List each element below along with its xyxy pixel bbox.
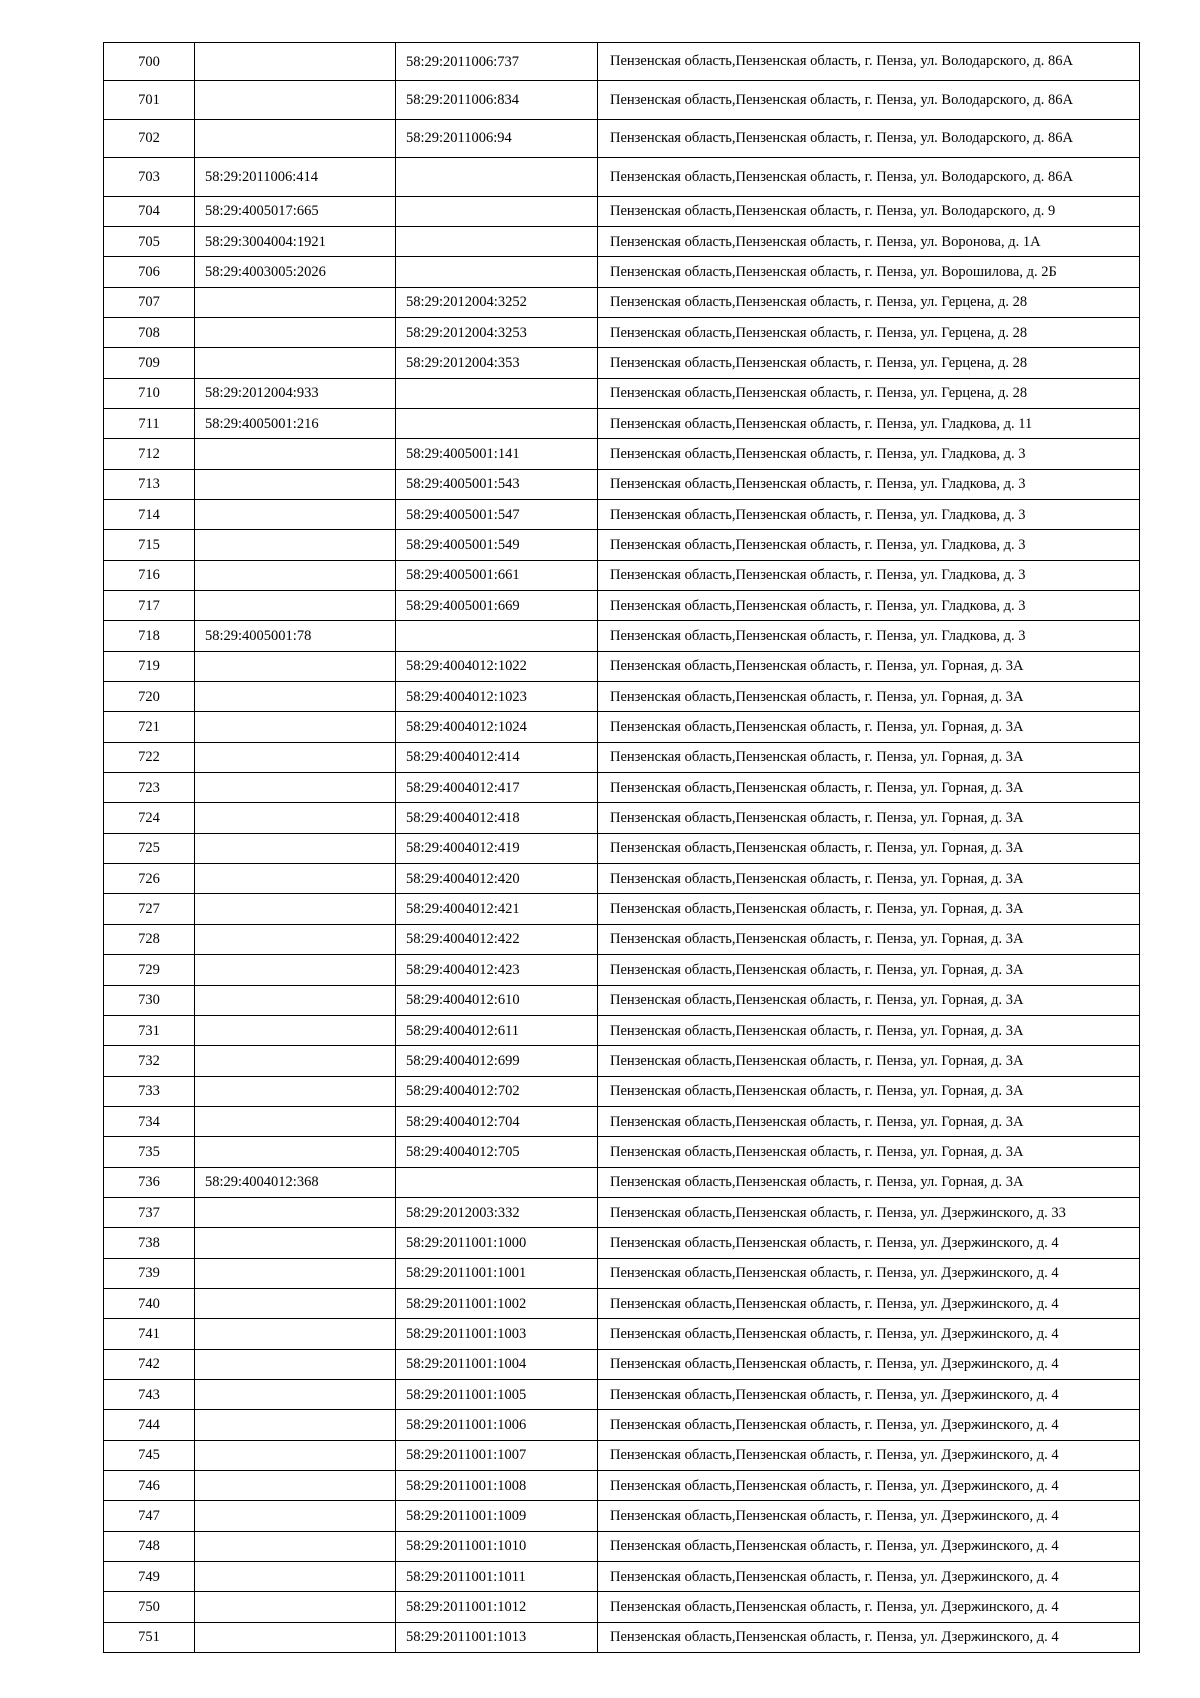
object-number-cell: [195, 1197, 396, 1227]
row-number-cell: 740: [104, 1288, 195, 1318]
building-number-cell: 58:29:2012003:332: [396, 1197, 598, 1227]
building-number-cell: 58:29:4004012:611: [396, 1015, 598, 1045]
row-number-cell: 705: [104, 226, 195, 256]
table-row: [104, 1622, 1140, 1652]
address-cell: Пензенская область,Пензенская область, г. Пенза, ул. Дзержинского, д. 33: [598, 1197, 1140, 1227]
address-cell: Пензенская область,Пензенская область, г. Пенза, ул. Горная, д. 3А: [598, 651, 1140, 681]
object-number-cell: [195, 1501, 396, 1531]
table-row: [104, 1106, 1140, 1136]
object-number-cell: [195, 1228, 396, 1258]
row-number-cell: 718: [104, 621, 195, 651]
row-number-cell: 737: [104, 1197, 195, 1227]
table-row: [104, 1440, 1140, 1470]
table-row: [104, 378, 1140, 408]
building-number-cell: 58:29:2011001:1008: [396, 1471, 598, 1501]
object-number-cell: [195, 1440, 396, 1470]
object-number-cell: 58:29:4005001:78: [195, 621, 396, 651]
object-number-cell: 58:29:4005001:216: [195, 408, 396, 438]
table-row: [104, 1592, 1140, 1622]
building-number-cell: 58:29:4005001:547: [396, 500, 598, 530]
row-number-cell: 723: [104, 773, 195, 803]
address-cell: Пензенская область,Пензенская область, г. Пенза, ул. Герцена, д. 28: [598, 287, 1140, 317]
table-row: [104, 1197, 1140, 1227]
object-number-cell: [195, 894, 396, 924]
row-number-cell: 751: [104, 1622, 195, 1652]
object-number-cell: [195, 1106, 396, 1136]
row-number-cell: 745: [104, 1440, 195, 1470]
object-number-cell: [195, 773, 396, 803]
row-number-cell: 721: [104, 712, 195, 742]
building-number-cell: 58:29:4004012:610: [396, 985, 598, 1015]
address-cell: Пензенская область,Пензенская область, г. Пенза, ул. Дзержинского, д. 4: [598, 1440, 1140, 1470]
address-cell: Пензенская область,Пензенская область, г. Пенза, ул. Дзержинского, д. 4: [598, 1288, 1140, 1318]
table-row: [104, 530, 1140, 560]
table-row: [104, 924, 1140, 954]
row-number-cell: 720: [104, 682, 195, 712]
building-number-cell: 58:29:4004012:421: [396, 894, 598, 924]
table-row: [104, 257, 1140, 287]
table-row: [104, 226, 1140, 256]
table-row: [104, 1531, 1140, 1561]
table-row: [104, 864, 1140, 894]
address-cell: Пензенская область,Пензенская область, г. Пенза, ул. Дзержинского, д. 4: [598, 1258, 1140, 1288]
address-cell: Пензенская область,Пензенская область, г. Пенза, ул. Горная, д. 3А: [598, 712, 1140, 742]
table-row: [104, 1228, 1140, 1258]
object-number-cell: [195, 985, 396, 1015]
address-cell: Пензенская область,Пензенская область, г. Пенза, ул. Гладкова, д. 3: [598, 500, 1140, 530]
building-number-cell: 58:29:2011001:1006: [396, 1410, 598, 1440]
building-number-cell: [396, 257, 598, 287]
building-number-cell: 58:29:2012004:353: [396, 348, 598, 378]
table-row: [104, 773, 1140, 803]
building-number-cell: 58:29:2011001:1001: [396, 1258, 598, 1288]
table-row: [104, 1501, 1140, 1531]
row-number-cell: 734: [104, 1106, 195, 1136]
table-row: [104, 712, 1140, 742]
row-number-cell: 719: [104, 651, 195, 681]
address-cell: Пензенская область,Пензенская область, г. Пенза, ул. Горная, д. 3А: [598, 833, 1140, 863]
building-number-cell: 58:29:2011001:1011: [396, 1562, 598, 1592]
table-row: [104, 1258, 1140, 1288]
building-number-cell: 58:29:4005001:669: [396, 591, 598, 621]
object-number-cell: [195, 43, 396, 81]
table-row: [104, 1471, 1140, 1501]
object-number-cell: [195, 1562, 396, 1592]
table-row: [104, 1319, 1140, 1349]
table-row: [104, 1410, 1140, 1440]
address-cell: Пензенская область,Пензенская область, г. Пенза, ул. Гладкова, д. 3: [598, 469, 1140, 499]
table-row: [104, 742, 1140, 772]
address-cell: Пензенская область,Пензенская область, г. Пенза, ул. Горная, д. 3А: [598, 1106, 1140, 1136]
table-row: [104, 439, 1140, 469]
table-row: [104, 1562, 1140, 1592]
address-cell: Пензенская область,Пензенская область, г. Пенза, ул. Горная, д. 3А: [598, 1046, 1140, 1076]
row-number-cell: 727: [104, 894, 195, 924]
building-number-cell: 58:29:2011001:1005: [396, 1379, 598, 1409]
table-row: [104, 955, 1140, 985]
object-number-cell: [195, 81, 396, 119]
address-cell: Пензенская область,Пензенская область, г. Пенза, ул. Горная, д. 3А: [598, 742, 1140, 772]
row-number-cell: 744: [104, 1410, 195, 1440]
address-cell: Пензенская область,Пензенская область, г. Пенза, ул. Ворошилова, д. 2Б: [598, 257, 1140, 287]
table-row: [104, 682, 1140, 712]
object-number-cell: 58:29:4003005:2026: [195, 257, 396, 287]
building-number-cell: 58:29:2011006:737: [396, 43, 598, 81]
row-number-cell: 726: [104, 864, 195, 894]
address-cell: Пензенская область,Пензенская область, г. Пенза, ул. Воронова, д. 1А: [598, 226, 1140, 256]
building-number-cell: [396, 226, 598, 256]
table-row: [104, 119, 1140, 157]
row-number-cell: 738: [104, 1228, 195, 1258]
building-number-cell: 58:29:4004012:422: [396, 924, 598, 954]
building-number-cell: 58:29:2011001:1002: [396, 1288, 598, 1318]
object-number-cell: [195, 1471, 396, 1501]
address-cell: Пензенская область,Пензенская область, г. Пенза, ул. Горная, д. 3А: [598, 1076, 1140, 1106]
building-number-cell: 58:29:2011001:1012: [396, 1592, 598, 1622]
address-cell: Пензенская область,Пензенская область, г. Пенза, ул. Горная, д. 3А: [598, 1137, 1140, 1167]
object-number-cell: [195, 1622, 396, 1652]
address-cell: Пензенская область,Пензенская область, г. Пенза, ул. Горная, д. 3А: [598, 803, 1140, 833]
object-number-cell: [195, 1076, 396, 1106]
address-cell: Пензенская область,Пензенская область, г. Пенза, ул. Володарского, д. 9: [598, 196, 1140, 226]
row-number-cell: 735: [104, 1137, 195, 1167]
row-number-cell: 717: [104, 591, 195, 621]
address-cell: Пензенская область,Пензенская область, г. Пенза, ул. Дзержинского, д. 4: [598, 1622, 1140, 1652]
table-row: [104, 621, 1140, 651]
address-cell: Пензенская область,Пензенская область, г. Пенза, ул. Дзержинского, д. 4: [598, 1592, 1140, 1622]
address-cell: Пензенская область,Пензенская область, г. Пенза, ул. Герцена, д. 28: [598, 317, 1140, 347]
object-number-cell: [195, 1349, 396, 1379]
building-number-cell: [396, 378, 598, 408]
row-number-cell: 736: [104, 1167, 195, 1197]
table-row: [104, 560, 1140, 590]
building-number-cell: 58:29:2012004:3253: [396, 317, 598, 347]
building-number-cell: 58:29:4004012:699: [396, 1046, 598, 1076]
table-row: [104, 1349, 1140, 1379]
address-cell: Пензенская область,Пензенская область, г. Пенза, ул. Дзержинского, д. 4: [598, 1471, 1140, 1501]
address-cell: Пензенская область,Пензенская область, г. Пенза, ул. Гладкова, д. 3: [598, 591, 1140, 621]
building-number-cell: 58:29:4004012:423: [396, 955, 598, 985]
building-number-cell: 58:29:4004012:704: [396, 1106, 598, 1136]
building-number-cell: 58:29:2011001:1013: [396, 1622, 598, 1652]
table-row: [104, 408, 1140, 438]
row-number-cell: 708: [104, 317, 195, 347]
row-number-cell: 742: [104, 1349, 195, 1379]
building-number-cell: 58:29:4004012:418: [396, 803, 598, 833]
object-number-cell: [195, 1258, 396, 1288]
object-number-cell: 58:29:2011006:414: [195, 158, 396, 196]
object-number-cell: 58:29:4004012:368: [195, 1167, 396, 1197]
building-number-cell: 58:29:2011001:1010: [396, 1531, 598, 1561]
building-number-cell: 58:29:4004012:417: [396, 773, 598, 803]
building-number-cell: 58:29:4004012:1022: [396, 651, 598, 681]
row-number-cell: 728: [104, 924, 195, 954]
address-cell: Пензенская область,Пензенская область, г. Пенза, ул. Дзержинского, д. 4: [598, 1531, 1140, 1561]
object-number-cell: [195, 864, 396, 894]
table-row: [104, 196, 1140, 226]
row-number-cell: 711: [104, 408, 195, 438]
row-number-cell: 748: [104, 1531, 195, 1561]
address-cell: Пензенская область,Пензенская область, г. Пенза, ул. Дзержинского, д. 4: [598, 1562, 1140, 1592]
object-number-cell: [195, 348, 396, 378]
object-number-cell: 58:29:3004004:1921: [195, 226, 396, 256]
address-cell: Пензенская область,Пензенская область, г. Пенза, ул. Гладкова, д. 3: [598, 439, 1140, 469]
row-number-cell: 724: [104, 803, 195, 833]
object-number-cell: [195, 1015, 396, 1045]
row-number-cell: 732: [104, 1046, 195, 1076]
object-number-cell: [195, 712, 396, 742]
object-number-cell: [195, 317, 396, 347]
address-cell: Пензенская область,Пензенская область, г. Пенза, ул. Володарского, д. 86А: [598, 81, 1140, 119]
table-row: [104, 469, 1140, 499]
row-number-cell: 715: [104, 530, 195, 560]
object-number-cell: [195, 682, 396, 712]
object-number-cell: [195, 119, 396, 157]
object-number-cell: [195, 955, 396, 985]
building-number-cell: 58:29:4004012:702: [396, 1076, 598, 1106]
address-cell: Пензенская область,Пензенская область, г. Пенза, ул. Гладкова, д. 11: [598, 408, 1140, 438]
building-number-cell: 58:29:4004012:1023: [396, 682, 598, 712]
address-cell: Пензенская область,Пензенская область, г. Пенза, ул. Горная, д. 3А: [598, 985, 1140, 1015]
building-number-cell: 58:29:2011001:1003: [396, 1319, 598, 1349]
address-cell: Пензенская область,Пензенская область, г. Пенза, ул. Горная, д. 3А: [598, 894, 1140, 924]
address-cell: Пензенская область,Пензенская область, г. Пенза, ул. Дзержинского, д. 4: [598, 1228, 1140, 1258]
object-number-cell: [195, 1592, 396, 1622]
building-number-cell: [396, 408, 598, 438]
row-number-cell: 731: [104, 1015, 195, 1045]
building-number-cell: 58:29:2011001:1000: [396, 1228, 598, 1258]
table-row: [104, 43, 1140, 81]
table-row: [104, 1379, 1140, 1409]
building-number-cell: [396, 621, 598, 651]
row-number-cell: 749: [104, 1562, 195, 1592]
table-row: [104, 1015, 1140, 1045]
row-number-cell: 709: [104, 348, 195, 378]
object-number-cell: 58:29:4005017:665: [195, 196, 396, 226]
object-number-cell: [195, 439, 396, 469]
object-number-cell: [195, 1531, 396, 1561]
address-cell: Пензенская область,Пензенская область, г. Пенза, ул. Горная, д. 3А: [598, 1015, 1140, 1045]
building-number-cell: 58:29:2011006:94: [396, 119, 598, 157]
object-number-cell: [195, 500, 396, 530]
building-number-cell: 58:29:4004012:414: [396, 742, 598, 772]
address-cell: Пензенская область,Пензенская область, г. Пенза, ул. Дзержинского, д. 4: [598, 1410, 1140, 1440]
row-number-cell: 716: [104, 560, 195, 590]
address-cell: Пензенская область,Пензенская область, г. Пенза, ул. Горная, д. 3А: [598, 773, 1140, 803]
row-number-cell: 706: [104, 257, 195, 287]
row-number-cell: 730: [104, 985, 195, 1015]
row-number-cell: 703: [104, 158, 195, 196]
building-number-cell: 58:29:4004012:1024: [396, 712, 598, 742]
table-row: [104, 81, 1140, 119]
address-cell: Пензенская область,Пензенская область, г. Пенза, ул. Гладкова, д. 3: [598, 560, 1140, 590]
row-number-cell: 729: [104, 955, 195, 985]
row-number-cell: 712: [104, 439, 195, 469]
address-cell: Пензенская область,Пензенская область, г. Пенза, ул. Горная, д. 3А: [598, 864, 1140, 894]
address-cell: Пензенская область,Пензенская область, г. Пенза, ул. Герцена, д. 28: [598, 348, 1140, 378]
row-number-cell: 750: [104, 1592, 195, 1622]
row-number-cell: 741: [104, 1319, 195, 1349]
object-number-cell: [195, 591, 396, 621]
row-number-cell: 725: [104, 833, 195, 863]
row-number-cell: 713: [104, 469, 195, 499]
table-row: [104, 651, 1140, 681]
table-body: [104, 43, 1140, 1653]
address-cell: Пензенская область,Пензенская область, г. Пенза, ул. Дзержинского, д. 4: [598, 1319, 1140, 1349]
address-cell: Пензенская область,Пензенская область, г. Пенза, ул. Горная, д. 3А: [598, 924, 1140, 954]
object-number-cell: [195, 469, 396, 499]
building-number-cell: 58:29:2011001:1004: [396, 1349, 598, 1379]
building-number-cell: 58:29:4004012:705: [396, 1137, 598, 1167]
object-number-cell: [195, 1379, 396, 1409]
building-number-cell: 58:29:4005001:661: [396, 560, 598, 590]
row-number-cell: 746: [104, 1471, 195, 1501]
row-number-cell: 743: [104, 1379, 195, 1409]
row-number-cell: 707: [104, 287, 195, 317]
address-cell: Пензенская область,Пензенская область, г. Пенза, ул. Володарского, д. 86А: [598, 158, 1140, 196]
building-number-cell: 58:29:2011001:1009: [396, 1501, 598, 1531]
table-row: [104, 591, 1140, 621]
table-row: [104, 317, 1140, 347]
address-cell: Пензенская область,Пензенская область, г. Пенза, ул. Горная, д. 3А: [598, 955, 1140, 985]
object-number-cell: [195, 651, 396, 681]
address-cell: Пензенская область,Пензенская область, г. Пенза, ул. Дзержинского, д. 4: [598, 1379, 1140, 1409]
building-number-cell: 58:29:2012004:3252: [396, 287, 598, 317]
row-number-cell: 733: [104, 1076, 195, 1106]
address-cell: Пензенская область,Пензенская область, г. Пенза, ул. Герцена, д. 28: [598, 378, 1140, 408]
address-cell: Пензенская область,Пензенская область, г. Пенза, ул. Горная, д. 3А: [598, 1167, 1140, 1197]
row-number-cell: 747: [104, 1501, 195, 1531]
object-number-cell: [195, 803, 396, 833]
row-number-cell: 704: [104, 196, 195, 226]
address-cell: Пензенская область,Пензенская область, г. Пенза, ул. Дзержинского, д. 4: [598, 1349, 1140, 1379]
row-number-cell: 700: [104, 43, 195, 81]
object-number-cell: [195, 1137, 396, 1167]
table-row: [104, 985, 1140, 1015]
object-number-cell: [195, 530, 396, 560]
address-cell: Пензенская область,Пензенская область, г. Пенза, ул. Гладкова, д. 3: [598, 530, 1140, 560]
address-cell: Пензенская область,Пензенская область, г. Пенза, ул. Дзержинского, д. 4: [598, 1501, 1140, 1531]
address-cell: Пензенская область,Пензенская область, г. Пенза, ул. Горная, д. 3А: [598, 682, 1140, 712]
row-number-cell: 710: [104, 378, 195, 408]
building-number-cell: 58:29:4005001:543: [396, 469, 598, 499]
object-number-cell: 58:29:2012004:933: [195, 378, 396, 408]
building-number-cell: [396, 158, 598, 196]
address-cell: Пензенская область,Пензенская область, г. Пенза, ул. Гладкова, д. 3: [598, 621, 1140, 651]
table-row: [104, 1167, 1140, 1197]
building-number-cell: 58:29:2011006:834: [396, 81, 598, 119]
object-number-cell: [195, 560, 396, 590]
object-number-cell: [195, 287, 396, 317]
table-row: [104, 894, 1140, 924]
building-number-cell: 58:29:4004012:419: [396, 833, 598, 863]
row-number-cell: 701: [104, 81, 195, 119]
table-row: [104, 1137, 1140, 1167]
table-row: [104, 1288, 1140, 1318]
table-row: [104, 833, 1140, 863]
object-number-cell: [195, 1319, 396, 1349]
object-number-cell: [195, 742, 396, 772]
row-number-cell: 739: [104, 1258, 195, 1288]
building-number-cell: 58:29:4005001:549: [396, 530, 598, 560]
building-number-cell: [396, 1167, 598, 1197]
table-row: [104, 158, 1140, 196]
table-row: [104, 803, 1140, 833]
table-row: [104, 1046, 1140, 1076]
building-number-cell: 58:29:4004012:420: [396, 864, 598, 894]
address-cell: Пензенская область,Пензенская область, г. Пенза, ул. Володарского, д. 86А: [598, 119, 1140, 157]
row-number-cell: 722: [104, 742, 195, 772]
building-number-cell: [396, 196, 598, 226]
object-number-cell: [195, 924, 396, 954]
table-row: [104, 500, 1140, 530]
object-number-cell: [195, 1410, 396, 1440]
object-number-cell: [195, 833, 396, 863]
building-number-cell: 58:29:4005001:141: [396, 439, 598, 469]
table-row: [104, 348, 1140, 378]
address-cell: Пензенская область,Пензенская область, г. Пенза, ул. Володарского, д. 86А: [598, 43, 1140, 81]
row-number-cell: 714: [104, 500, 195, 530]
row-number-cell: 702: [104, 119, 195, 157]
table-row: [104, 287, 1140, 317]
building-number-cell: 58:29:2011001:1007: [396, 1440, 598, 1470]
object-number-cell: [195, 1288, 396, 1318]
object-number-cell: [195, 1046, 396, 1076]
table-row: [104, 1076, 1140, 1106]
cadastral-table: [103, 42, 1140, 1653]
